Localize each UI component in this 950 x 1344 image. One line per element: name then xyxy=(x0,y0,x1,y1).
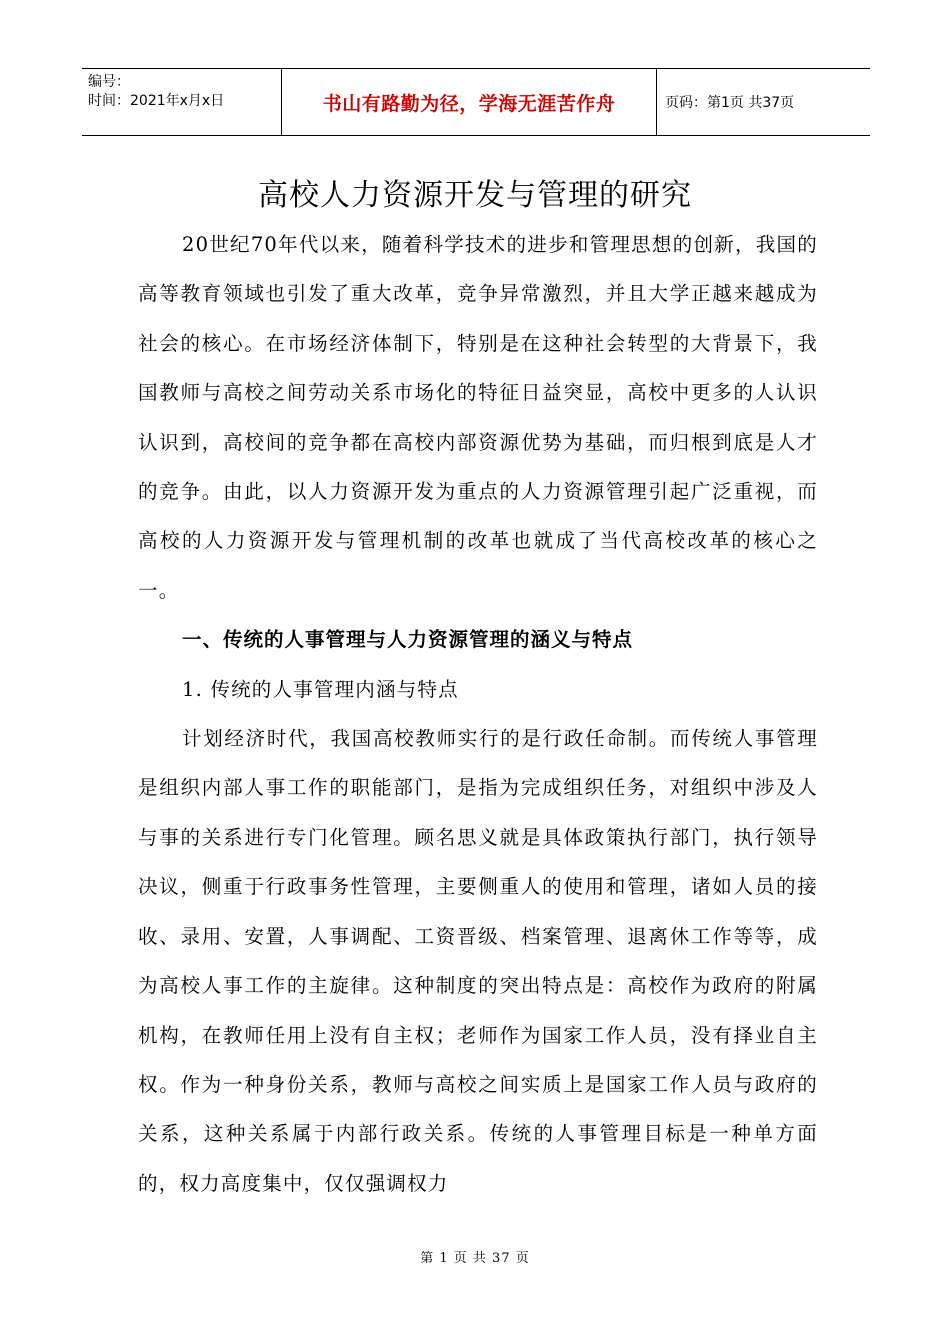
header-motto-cell xyxy=(282,69,657,135)
header-motto: 书山有路勤为径，学海无涯苦作舟 xyxy=(322,92,616,115)
page-footer: 第 1 页 共 37 页 xyxy=(420,1251,530,1266)
subsection-heading-1-1: 1. 传统的人事管理内涵与特点 xyxy=(182,677,459,701)
header-meta-cell xyxy=(82,69,282,135)
paragraph-intro: 20世纪70年代以来，随着科学技术的进步和管理思想的创新，我国的高等教育领域也引发了重大改革，竞争异常激烈，并且大学正越来越成为社会的核心。在市场经济体制下，特别是在这种社会转型的大背景下，我国教师与高校之间劳动关系市场化的特征日益突显，高校中更多的人认识认识到，高校间的竞争都在高校内部资源优势为基础，而归根到底是人才的竞争。由此，以人力资源开发为重点的人力资源管理引起广泛重视，而高校的人力资源开发与管理机制的改革也就成了当代高校改革的核心之一。 xyxy=(138,233,818,602)
header-table xyxy=(82,68,870,136)
document-body xyxy=(138,220,818,1208)
header-page-info: 页码：第1页 共37页 xyxy=(665,95,795,111)
header-page-cell xyxy=(657,69,870,135)
paragraph-traditional-hr: 计划经济时代，我国高校教师实行的是行政任命制。而传统人事管理是组织内部人事工作的职能部门，是指为完成组织任务，对组织中涉及人与事的关系进行专门化管理。顾名思义就是具体政策执行部门，执行领导决议，侧重于行政事务性管理，主要侧重人的使用和管理，诸如人员的接收、录用、安置，人事调配、工资晋级、档案管理、退离休工作等等，成为高校人事工作的主旋律。这种制度的突出特点是：高校作为政府的附属机构，在教师任用上没有自主权；老师作为国家工作人员，没有择业自主权。作为一种身份关系，教师与高校之间实质上是国家工作人员与政府的关系，这种关系属于内部行政关系。传统的人事管理目标是一种单方面的，权力高度集中，仅仅强调权力 xyxy=(138,727,818,1195)
document-time-label: 时间：2021年x月x日 xyxy=(88,93,225,109)
document-number-label: 编号： xyxy=(88,74,130,90)
section-heading-1: 一、传统的人事管理与人力资源管理的涵义与特点 xyxy=(182,628,634,652)
document-title: 高校人力资源开发与管理的研究 xyxy=(258,178,692,213)
